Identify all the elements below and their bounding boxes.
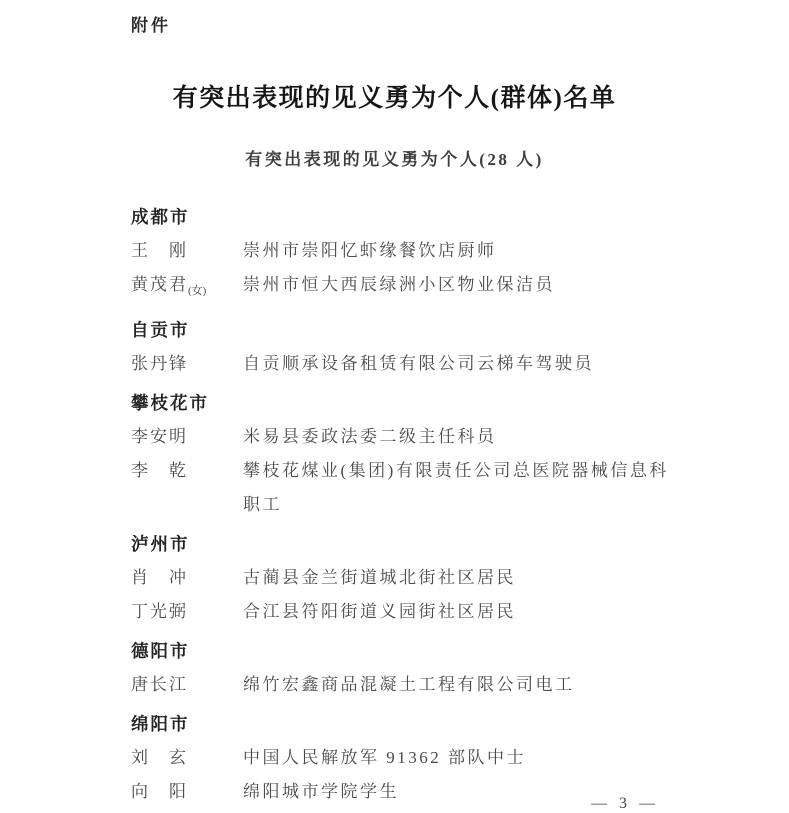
awardee-list <box>0 200 789 809</box>
awardee-name: 李安明 <box>131 427 188 446</box>
awardee-row <box>131 595 669 629</box>
awardee-affiliation: 绵竹宏鑫商品混凝土工程有限公司电工 <box>243 675 575 694</box>
awardee-name: 张丹锋 <box>131 354 188 373</box>
awardee-row <box>131 347 669 381</box>
awardee-row <box>131 420 669 454</box>
city-section-header: 泸州市 <box>131 534 190 554</box>
awardee-name: 唐长江 <box>131 675 188 694</box>
awardee-name: 肖 冲 <box>131 568 188 587</box>
attachment-label: 附件 <box>131 16 171 35</box>
awardee-row <box>131 741 669 775</box>
city-section-header: 自贡市 <box>131 320 190 340</box>
document-title: 有突出表现的见义勇为个人(群体)名单 <box>172 85 617 112</box>
awardee-affiliation: 攀枝花煤业(集团)有限责任公司总医院器械信息科职工 <box>243 461 669 514</box>
awardee-affiliation: 崇州市崇阳忆虾缘餐饮店厨师 <box>243 241 497 260</box>
awardee-affiliation: 米易县委政法委二级主任科员 <box>243 427 497 446</box>
page-number: — 3 — <box>591 795 659 812</box>
awardee-row <box>131 234 669 268</box>
city-section-header: 攀枝花市 <box>131 393 209 413</box>
city-section-header: 德阳市 <box>131 641 190 661</box>
awardee-row <box>131 454 669 522</box>
awardee-name: 刘 玄 <box>131 748 188 767</box>
gender-note: (女) <box>188 285 207 297</box>
awardee-affiliation: 古蔺县金兰街道城北街社区居民 <box>243 568 516 587</box>
awardee-affiliation: 绵阳城市学院学生 <box>243 782 399 801</box>
document-subtitle: 有突出表现的见义勇为个人(28 人) <box>245 150 544 169</box>
awardee-affiliation: 崇州市恒大西辰绿洲小区物业保洁员 <box>243 275 555 294</box>
city-section-header: 绵阳市 <box>131 714 190 734</box>
awardee-row <box>131 268 669 308</box>
awardee-affiliation: 自贡顺承设备租赁有限公司云梯车驾驶员 <box>243 354 594 373</box>
awardee-name: 黄茂君$_{(女)}$ <box>131 275 207 297</box>
awardee-row <box>131 561 669 595</box>
awardee-name: 向 阳 <box>131 782 188 801</box>
awardee-affiliation: 合江县符阳街道义园街社区居民 <box>243 602 516 621</box>
awardee-name: 李 乾 <box>131 461 188 480</box>
awardee-row <box>131 668 669 702</box>
awardee-name: 丁光弼 <box>131 602 188 621</box>
awardee-name: 王 刚 <box>131 241 188 260</box>
awardee-row <box>131 775 669 809</box>
awardee-affiliation: 中国人民解放军 91362 部队中士 <box>243 748 526 767</box>
city-section-header: 成都市 <box>131 207 190 227</box>
